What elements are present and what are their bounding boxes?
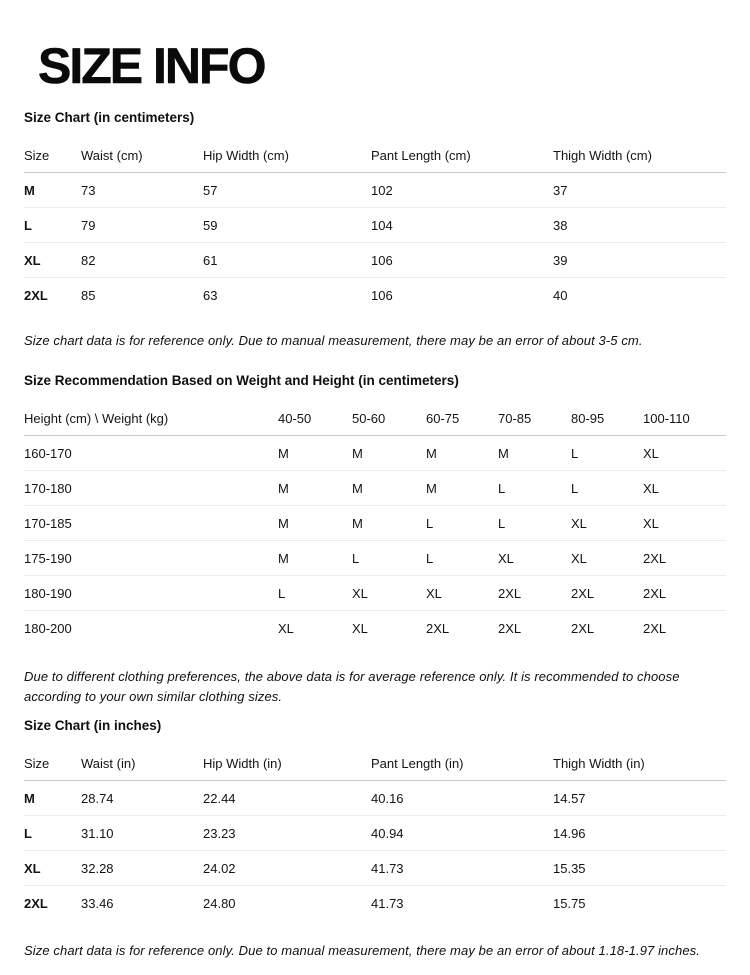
table-cell: 2XL <box>426 620 450 636</box>
column-header: Hip Width (in) <box>203 755 282 771</box>
column-header: Pant Length (in) <box>371 755 464 771</box>
table-cell: XL <box>352 620 368 636</box>
table-cell: 2XL <box>643 620 667 636</box>
size-label: 2XL <box>24 287 48 303</box>
height-range-label: 180-190 <box>24 585 72 601</box>
table-cell: L <box>571 480 579 496</box>
table-cell: 37 <box>553 182 568 198</box>
page-title: SIZE INFO <box>38 38 265 94</box>
recommendation-table <box>24 401 726 645</box>
table-row <box>24 781 726 816</box>
table-cell: M <box>278 515 289 531</box>
height-range-label: 170-185 <box>24 515 72 531</box>
table-cell: L <box>426 515 434 531</box>
table-cell: 79 <box>81 217 96 233</box>
table-cell: L <box>571 445 579 461</box>
size-label: XL <box>24 860 41 876</box>
table-cell: 23.23 <box>203 825 236 841</box>
column-header: 70-85 <box>498 410 532 426</box>
table-cell: M <box>278 480 289 496</box>
table-cell: 104 <box>371 217 393 233</box>
table-cell: 31.10 <box>81 825 114 841</box>
table-cell: XL <box>643 515 659 531</box>
table-cell: 15.75 <box>553 895 586 911</box>
cm-size-table <box>24 138 726 312</box>
table-cell: XL <box>643 445 659 461</box>
table-cell: 85 <box>81 287 96 303</box>
table-cell: 2XL <box>643 585 667 601</box>
table-cell: 40.94 <box>371 825 404 841</box>
table-cell: XL <box>571 515 587 531</box>
table-cell: 59 <box>203 217 218 233</box>
table-cell: 2XL <box>498 585 522 601</box>
table-header-row <box>24 746 726 781</box>
size-label: 2XL <box>24 895 48 911</box>
size-label: M <box>24 790 35 806</box>
table-cell: 40.16 <box>371 790 404 806</box>
table-cell: 24.02 <box>203 860 236 876</box>
size-label: XL <box>24 252 41 268</box>
cm-chart-disclaimer: Size chart data is for reference only. Due to manual measurement, there may be an error of about 3-5 cm. <box>24 333 643 348</box>
table-cell: L <box>352 550 360 566</box>
table-cell: XL <box>426 585 442 601</box>
table-header-row <box>24 401 726 436</box>
table-cell: 73 <box>81 182 96 198</box>
table-row <box>24 208 726 243</box>
size-label: L <box>24 825 32 841</box>
table-cell: 2XL <box>571 620 595 636</box>
table-cell: L <box>498 515 506 531</box>
table-cell: 57 <box>203 182 218 198</box>
table-cell: M <box>498 445 509 461</box>
table-cell: 41.73 <box>371 895 404 911</box>
table-cell: L <box>278 585 286 601</box>
column-header: 60-75 <box>426 410 460 426</box>
table-cell: 106 <box>371 287 393 303</box>
column-header: 50-60 <box>352 410 386 426</box>
cm-chart-heading: Size Chart (in centimeters) <box>24 110 195 125</box>
recommendation-disclaimer: Due to different clothing preferences, the above data is for average reference only. It is recommended to choose according to your own similar clothing sizes. <box>24 669 680 704</box>
table-row <box>24 851 726 886</box>
table-row <box>24 173 726 208</box>
column-header: Size <box>24 147 50 163</box>
table-cell: 39 <box>553 252 568 268</box>
table-cell: 63 <box>203 287 218 303</box>
table-cell: 22.44 <box>203 790 236 806</box>
column-header: Waist (in) <box>81 755 136 771</box>
in-chart-heading: Size Chart (in inches) <box>24 718 162 733</box>
table-header-row <box>24 138 726 173</box>
size-label: L <box>24 217 32 233</box>
table-cell: 33.46 <box>81 895 114 911</box>
height-range-label: 180-200 <box>24 620 72 636</box>
column-header: 40-50 <box>278 410 312 426</box>
table-cell: XL <box>571 550 587 566</box>
table-cell: XL <box>643 480 659 496</box>
table-row <box>24 816 726 851</box>
table-cell: 24.80 <box>203 895 236 911</box>
table-row <box>24 541 726 576</box>
column-header: Thigh Width (cm) <box>553 147 652 163</box>
table-cell: M <box>352 515 363 531</box>
size-label: M <box>24 182 35 198</box>
height-range-label: 175-190 <box>24 550 72 566</box>
table-cell: 82 <box>81 252 96 268</box>
table-cell: 32.28 <box>81 860 114 876</box>
table-cell: 14.57 <box>553 790 586 806</box>
table-row <box>24 436 726 471</box>
table-cell: 2XL <box>498 620 522 636</box>
column-header: Thigh Width (in) <box>553 755 645 771</box>
table-cell: M <box>278 550 289 566</box>
table-cell: 61 <box>203 252 218 268</box>
table-cell: M <box>352 480 363 496</box>
table-cell: 40 <box>553 287 568 303</box>
table-cell: XL <box>352 585 368 601</box>
table-row <box>24 506 726 541</box>
column-header: 80-95 <box>571 410 605 426</box>
table-row <box>24 471 726 506</box>
recommendation-heading: Size Recommendation Based on Weight and Height (in centimeters) <box>24 373 459 388</box>
column-header: Pant Length (cm) <box>371 147 471 163</box>
size-info-page <box>0 38 750 961</box>
table-cell: 38 <box>553 217 568 233</box>
in-size-table <box>24 746 726 920</box>
table-cell: M <box>352 445 363 461</box>
column-header: Hip Width (cm) <box>203 147 289 163</box>
table-cell: M <box>426 480 437 496</box>
table-cell: 2XL <box>643 550 667 566</box>
height-range-label: 170-180 <box>24 480 72 496</box>
height-range-label: 160-170 <box>24 445 72 461</box>
table-cell: M <box>426 445 437 461</box>
table-row <box>24 576 726 611</box>
table-row <box>24 278 726 312</box>
table-row <box>24 886 726 920</box>
table-cell: 15.35 <box>553 860 586 876</box>
table-row <box>24 611 726 645</box>
table-cell: L <box>426 550 434 566</box>
table-cell: 2XL <box>571 585 595 601</box>
table-cell: 14.96 <box>553 825 586 841</box>
table-cell: 28.74 <box>81 790 114 806</box>
table-cell: 102 <box>371 182 393 198</box>
table-cell: XL <box>278 620 294 636</box>
column-header: Size <box>24 755 50 771</box>
in-chart-disclaimer: Size chart data is for reference only. Due to manual measurement, there may be an error of about 1.18-1.97 inches. <box>24 943 700 958</box>
table-cell: 106 <box>371 252 393 268</box>
table-row <box>24 243 726 278</box>
table-cell: XL <box>498 550 514 566</box>
column-header: Height (cm) \ Weight (kg) <box>24 410 169 426</box>
table-cell: M <box>278 445 289 461</box>
column-header: Waist (cm) <box>81 147 143 163</box>
table-cell: L <box>498 480 506 496</box>
table-cell: 41.73 <box>371 860 404 876</box>
column-header: 100-110 <box>643 410 690 426</box>
